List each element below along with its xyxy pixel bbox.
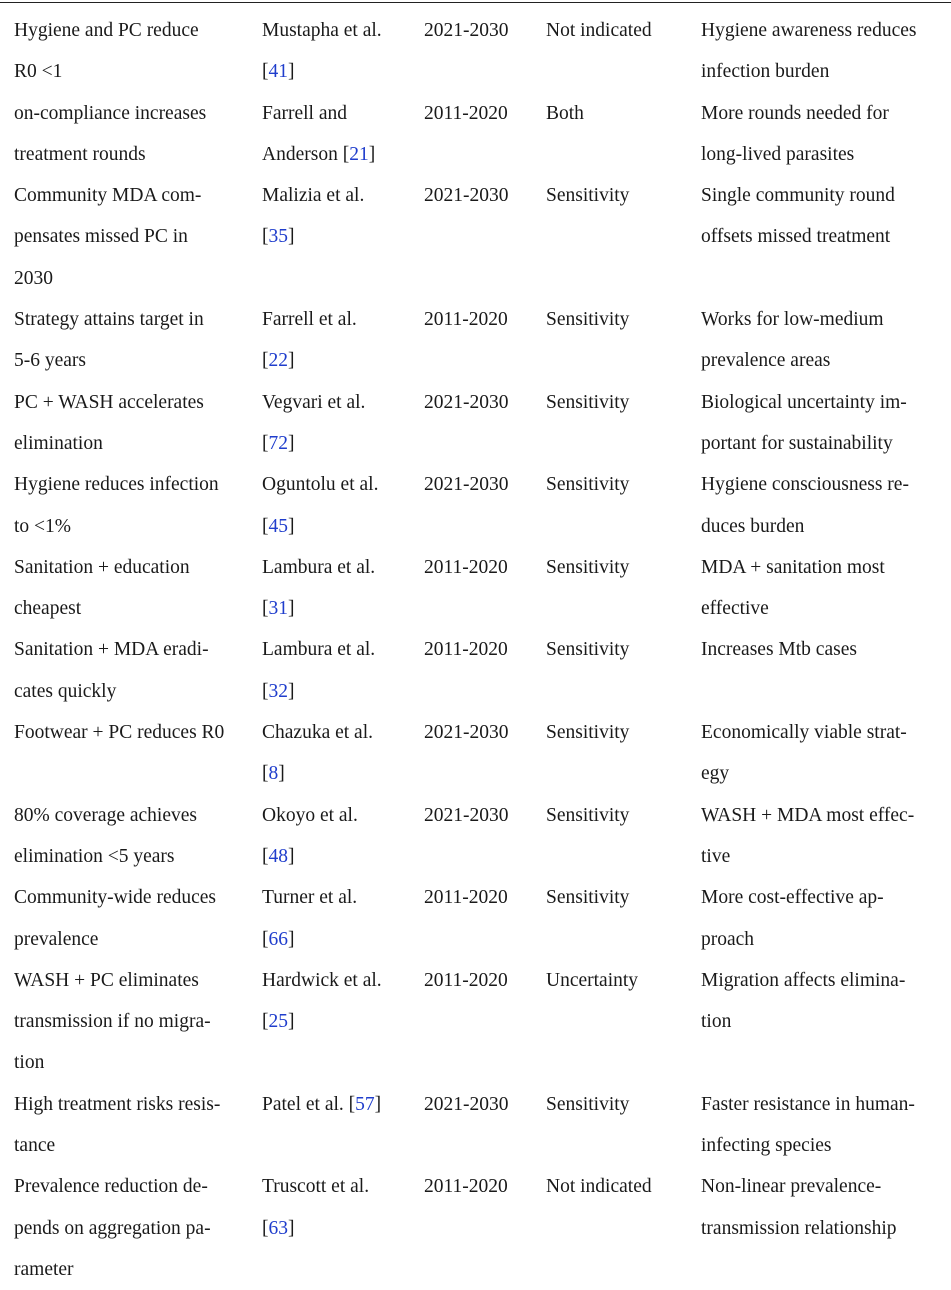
finding-text: WASH + PC eliminates: [14, 969, 199, 991]
citation-link[interactable]: 35: [268, 226, 288, 248]
finding-cell: [0, 877, 262, 960]
studies-table: [0, 10, 951, 1290]
finding-text: cheapest: [14, 598, 82, 620]
analysis-cell: [546, 795, 701, 878]
remark-text: offsets missed treatment: [701, 226, 891, 248]
author-text: Malizia et al.: [262, 185, 365, 207]
period-cell: [424, 1084, 546, 1167]
remark-text: MDA + sanitation most: [701, 556, 885, 578]
remark-text: infection burden: [701, 61, 830, 83]
period-cell: [424, 1166, 546, 1290]
analysis-text: Both: [546, 102, 584, 124]
finding-text: elimination: [14, 432, 103, 454]
citation-link[interactable]: 48: [268, 845, 288, 867]
finding-text: rameter: [14, 1258, 74, 1280]
analysis-text: Sensitivity: [546, 639, 630, 661]
finding-text: Hygiene and PC reduce: [14, 20, 199, 41]
remark-text: long-lived parasites: [701, 143, 855, 165]
remark-text: Migration affects elimina-: [701, 969, 906, 991]
author-text: Farrell and: [262, 102, 348, 124]
finding-cell: [0, 93, 262, 176]
finding-cell: [0, 382, 262, 465]
analysis-cell: [546, 547, 701, 630]
finding-text: 5-6 years: [14, 350, 87, 372]
finding-text: R0 <1: [14, 61, 63, 83]
remark-text: Non-linear prevalence-: [701, 1176, 882, 1198]
period-cell: [424, 877, 546, 960]
period-cell: [424, 175, 546, 299]
finding-text: pends on aggregation pa-: [14, 1217, 211, 1239]
remark-text: Economically viable strat-: [701, 722, 907, 744]
citation-link[interactable]: 8: [268, 763, 279, 785]
author-cell: Lambura et al. [32]: [262, 639, 376, 702]
analysis-cell: [546, 10, 701, 93]
remark-text: portant for sustainability: [701, 432, 893, 454]
period-text: 2021-2030: [424, 391, 509, 413]
finding-text: pensates missed PC in: [14, 226, 188, 248]
analysis-cell: [546, 1084, 701, 1167]
author-cell: Mustapha et al. [41]: [262, 20, 382, 83]
period-text: 2011-2020: [424, 309, 508, 331]
analysis-text: Sensitivity: [546, 722, 630, 744]
remark-text: tion: [701, 1011, 732, 1033]
period-text: 2011-2020: [424, 1176, 508, 1198]
remark-cell: [701, 547, 951, 630]
author-cell: Vegvari et al. [72]: [262, 391, 366, 454]
author-cell: Truscott et al. [63]: [262, 1176, 370, 1239]
table-row: [0, 1166, 951, 1290]
citation-link[interactable]: 22: [268, 350, 288, 372]
remark-text: Hygiene consciousness re-: [701, 474, 909, 496]
analysis-text: Not indicated: [546, 20, 652, 41]
author-text: Chazuka et al.: [262, 722, 373, 744]
remark-cell: [701, 464, 951, 547]
remark-text: proach: [701, 928, 755, 950]
author-text: Hardwick et al.: [262, 969, 382, 991]
remark-cell: [701, 960, 951, 1084]
finding-cell: [0, 960, 262, 1084]
remark-text: duces burden: [701, 515, 805, 537]
author-text: Farrell et al.: [262, 309, 357, 331]
finding-text: treatment rounds: [14, 143, 146, 165]
remark-cell: [701, 877, 951, 960]
remark-text: More cost-effective ap-: [701, 887, 884, 909]
analysis-text: Sensitivity: [546, 804, 630, 826]
finding-text: Sanitation + education: [14, 556, 190, 578]
remark-cell: [701, 382, 951, 465]
table-row: [0, 1084, 951, 1167]
remark-text: Faster resistance in human-: [701, 1093, 915, 1115]
period-cell: [424, 712, 546, 795]
finding-text: on-compliance increases: [14, 102, 207, 124]
remark-cell: [701, 1084, 951, 1167]
period-text: 2021-2030: [424, 474, 509, 496]
period-text: 2011-2020: [424, 102, 508, 124]
remark-text: tive: [701, 845, 731, 867]
analysis-cell: [546, 712, 701, 795]
finding-text: PC + WASH accelerates: [14, 391, 204, 413]
citation-link[interactable]: 72: [268, 432, 288, 454]
citation-link[interactable]: 32: [268, 680, 288, 702]
finding-text: Strategy attains target in: [14, 309, 204, 331]
table-row: [0, 382, 951, 465]
analysis-text: Sensitivity: [546, 887, 630, 909]
author-cell: Patel et al. [57]: [262, 1093, 382, 1115]
remark-text: Works for low-medium: [701, 309, 884, 331]
finding-text: 80% coverage achieves: [14, 804, 197, 826]
remark-text: Single community round: [701, 185, 895, 207]
remark-text: prevalence areas: [701, 350, 831, 372]
remark-cell: [701, 299, 951, 382]
finding-text: Prevalence reduction de-: [14, 1176, 208, 1198]
period-text: 2011-2020: [424, 969, 508, 991]
table-row: [0, 877, 951, 960]
finding-text: Community MDA com-: [14, 185, 202, 207]
author-cell: Farrell and Anderson [21]: [262, 102, 376, 165]
finding-cell: [0, 299, 262, 382]
period-cell: [424, 960, 546, 1084]
period-cell: [424, 547, 546, 630]
citation-link[interactable]: 31: [268, 598, 288, 620]
analysis-text: Uncertainty: [546, 969, 639, 991]
period-cell: [424, 10, 546, 93]
author-text: Lambura et al.: [262, 639, 376, 661]
analysis-cell: [546, 960, 701, 1084]
author-text: Mustapha et al.: [262, 20, 382, 41]
remark-text: More rounds needed for: [701, 102, 889, 124]
remark-text: transmission relationship: [701, 1217, 897, 1239]
period-text: 2021-2030: [424, 20, 509, 41]
period-cell: [424, 299, 546, 382]
table-row: [0, 464, 951, 547]
author-text: Patel et al.: [262, 1093, 344, 1115]
finding-text: Footwear + PC reduces R0: [14, 722, 225, 744]
finding-cell: [0, 547, 262, 630]
citation-link[interactable]: 63: [268, 1217, 288, 1239]
author-text: Okoyo et al.: [262, 804, 358, 826]
author-text: Lambura et al.: [262, 556, 376, 578]
author-cell: Chazuka et al. [8]: [262, 722, 373, 785]
author-text: Anderson: [262, 143, 338, 165]
finding-text: prevalence: [14, 928, 99, 950]
author-text: Vegvari et al.: [262, 391, 366, 413]
remark-text: Hygiene awareness reduces: [701, 20, 917, 41]
citation-link[interactable]: 25: [268, 1011, 288, 1033]
period-cell: [424, 464, 546, 547]
table-row: [0, 795, 951, 878]
author-cell: Farrell et al. [22]: [262, 309, 357, 372]
analysis-cell: [546, 877, 701, 960]
remark-text: infecting species: [701, 1135, 832, 1157]
finding-text: transmission if no migra-: [14, 1011, 211, 1033]
finding-cell: [0, 1084, 262, 1167]
author-cell: Turner et al. [66]: [262, 887, 358, 950]
finding-cell: [0, 464, 262, 547]
analysis-cell: [546, 629, 701, 712]
analysis-cell: [546, 1166, 701, 1290]
author-cell: Okoyo et al. [48]: [262, 804, 358, 867]
period-text: 2021-2030: [424, 1093, 509, 1115]
finding-text: cates quickly: [14, 680, 117, 702]
author-text: Oguntolu et al.: [262, 474, 379, 496]
finding-text: 2030: [14, 267, 53, 289]
remark-text: egy: [701, 763, 730, 785]
finding-cell: [0, 1166, 262, 1290]
citation-link[interactable]: 41: [268, 61, 288, 83]
finding-cell: [0, 175, 262, 299]
finding-text: elimination <5 years: [14, 845, 175, 867]
analysis-cell: [546, 175, 701, 299]
studies-table-body: [0, 10, 951, 1290]
analysis-text: Sensitivity: [546, 556, 630, 578]
analysis-text: Sensitivity: [546, 474, 630, 496]
finding-cell: [0, 712, 262, 795]
remark-cell: [701, 10, 951, 93]
period-text: 2011-2020: [424, 639, 508, 661]
period-text: 2011-2020: [424, 556, 508, 578]
analysis-cell: [546, 382, 701, 465]
period-cell: [424, 93, 546, 176]
author-cell: Lambura et al. [31]: [262, 556, 376, 620]
finding-text: Sanitation + MDA eradi-: [14, 639, 209, 661]
remark-cell: [701, 93, 951, 176]
analysis-text: Sensitivity: [546, 391, 630, 413]
remark-cell: [701, 175, 951, 299]
remark-cell: [701, 1166, 951, 1290]
analysis-cell: [546, 299, 701, 382]
citation-link[interactable]: 45: [268, 515, 288, 537]
author-cell: Hardwick et al. [25]: [262, 969, 382, 1033]
author-cell: Oguntolu et al. [45]: [262, 474, 379, 537]
remark-text: Biological uncertainty im-: [701, 391, 907, 413]
finding-cell: [0, 10, 262, 93]
finding-text: High treatment risks resis-: [14, 1093, 221, 1115]
finding-cell: [0, 795, 262, 878]
period-text: 2011-2020: [424, 887, 508, 909]
citation-link[interactable]: 66: [268, 928, 288, 950]
remark-text: Increases Mtb cases: [701, 639, 857, 661]
table-row: [0, 93, 951, 176]
remark-cell: [701, 795, 951, 878]
analysis-text: Sensitivity: [546, 1093, 630, 1115]
finding-text: Hygiene reduces infection: [14, 474, 219, 496]
finding-cell: [0, 629, 262, 712]
period-cell: [424, 382, 546, 465]
period-text: 2021-2030: [424, 722, 509, 744]
citation-link[interactable]: 21: [349, 143, 369, 165]
finding-text: tance: [14, 1135, 56, 1157]
table-row: [0, 10, 951, 93]
table-row: [0, 960, 951, 1084]
table-row: [0, 175, 951, 299]
analysis-text: Sensitivity: [546, 309, 630, 331]
analysis-cell: [546, 93, 701, 176]
period-text: 2021-2030: [424, 804, 509, 826]
remark-cell: [701, 712, 951, 795]
finding-text: Community-wide reduces: [14, 887, 216, 909]
remark-cell: [701, 629, 951, 712]
citation-link[interactable]: 57: [355, 1093, 375, 1115]
analysis-text: Sensitivity: [546, 185, 630, 207]
analysis-text: Not indicated: [546, 1176, 652, 1198]
finding-text: tion: [14, 1052, 45, 1074]
author-text: Turner et al.: [262, 887, 358, 909]
author-cell: Malizia et al. [35]: [262, 185, 365, 248]
table-row: [0, 547, 951, 630]
period-text: 2021-2030: [424, 185, 509, 207]
table-row: [0, 712, 951, 795]
period-cell: [424, 795, 546, 878]
analysis-cell: [546, 464, 701, 547]
table-row: [0, 629, 951, 712]
table-top-rule: [0, 2, 951, 3]
remark-text: effective: [701, 598, 769, 620]
remark-text: WASH + MDA most effec-: [701, 804, 915, 826]
author-text: Truscott et al.: [262, 1176, 370, 1198]
period-cell: [424, 629, 546, 712]
table-row: [0, 299, 951, 382]
finding-text: to <1%: [14, 515, 72, 537]
